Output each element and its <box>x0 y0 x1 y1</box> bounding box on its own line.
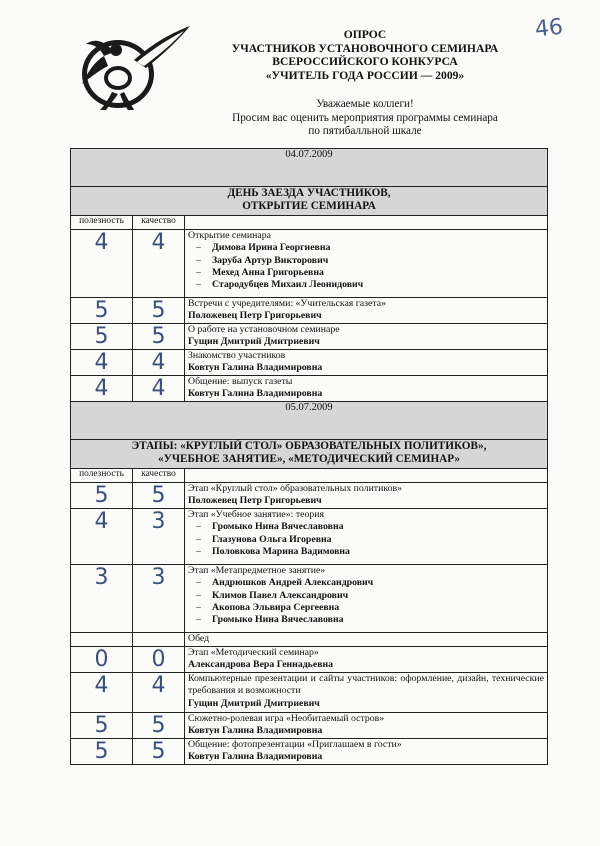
header-line-2: УЧАСТНИКОВ УСТАНОВОЧНОГО СЕМИНАРА <box>231 41 499 55</box>
table-row <box>71 713 548 739</box>
activity-title: Общение: фотопрезентации «Приглашаем в гости» <box>188 739 402 750</box>
activity-cell <box>185 230 548 298</box>
day1-title-row <box>71 187 548 216</box>
activity-cell <box>185 483 548 509</box>
table-row <box>71 509 548 565</box>
table-row <box>71 739 548 765</box>
activity-cell <box>185 298 548 324</box>
day2-title-line-2: «УЧЕБНОЕ ЗАНЯТИЕ», «МЕТОДИЧЕСКИЙ СЕМИНАР» <box>158 452 460 465</box>
table-row <box>71 230 548 298</box>
presenter-list <box>188 521 544 558</box>
usefulness-score[interactable]: 4 <box>71 230 133 298</box>
quality-score[interactable]: 3 <box>133 565 185 633</box>
intro-text <box>200 98 530 139</box>
activity-title: Сюжетно-ролевая игра «Необитаемый остров» <box>188 713 385 724</box>
activity-cell <box>185 324 548 350</box>
header-line-1: ОПРОС <box>343 28 387 41</box>
quality-score[interactable]: 5 <box>133 298 185 324</box>
quality-score[interactable]: 3 <box>133 509 185 565</box>
quality-score[interactable]: 5 <box>133 324 185 350</box>
activity-title: Этап «Учебное занятие»: теория <box>188 509 325 520</box>
usefulness-score[interactable]: 0 <box>71 647 133 673</box>
usefulness-score[interactable]: 5 <box>71 298 133 324</box>
activity-title: Знакомство участников <box>188 350 286 361</box>
presenter: Положевец Петр Григорьевич <box>188 310 322 322</box>
day2-column-header <box>71 469 548 483</box>
day1-title-line-2: ОТКРЫТИЕ СЕМИНАРА <box>242 199 376 212</box>
quality-score[interactable]: 5 <box>133 739 185 765</box>
usefulness-score[interactable]: 4 <box>71 509 133 565</box>
intro-line-2: по пятибалльной шкале <box>308 125 422 138</box>
usefulness-score[interactable]: 5 <box>71 483 133 509</box>
day1-title <box>71 187 548 216</box>
day1-column-header <box>71 216 548 230</box>
table-row <box>71 324 548 350</box>
activity-title: Общение: выпуск газеты <box>188 376 293 387</box>
header-line-4: «УЧИТЕЛЬ ГОДА РОССИИ — 2009» <box>265 68 465 82</box>
col-usefulness: полезность <box>71 216 133 230</box>
usefulness-score[interactable]: 5 <box>71 739 133 765</box>
presenter-list <box>188 577 544 626</box>
intro-line-1: Просим вас оценить мероприятия программы семинара <box>232 111 498 124</box>
quality-score[interactable]: 4 <box>133 376 185 402</box>
activity-cell <box>185 673 548 713</box>
presenter: – Климов Павел Александрович <box>196 590 544 602</box>
table-row <box>71 376 548 402</box>
presenter: Ковтун Галина Владимировна <box>188 388 323 400</box>
presenter: – Андрюшков Андрей Александрович <box>196 577 544 589</box>
usefulness-score[interactable]: 4 <box>71 350 133 376</box>
greeting: Уважаемые коллеги! <box>316 98 414 110</box>
day2-title-line-1: ЭТАПЫ: «КРУГЛЫЙ СТОЛ» ОБРАЗОВАТЕЛЬНЫХ ПОЛИТИКОВ», <box>131 440 487 452</box>
table-row <box>71 673 548 713</box>
activity-title: Компьютерные презентации и сайты участников: оформление, дизайн, технические требования и возможности <box>188 673 544 697</box>
activity-title: Обед <box>188 633 210 644</box>
presenter-list <box>188 242 544 291</box>
table-row <box>71 350 548 376</box>
presenter: Гущин Дмитрий Дмитриевич <box>188 336 320 348</box>
col-activity <box>185 469 548 483</box>
presenter: Ковтун Галина Владимировна <box>188 725 323 737</box>
activity-cell <box>185 565 548 633</box>
presenter: – Мехед Анна Григорьевна <box>196 267 544 279</box>
activity-cell <box>185 713 548 739</box>
day2-date: 05.07.2009 <box>71 402 548 440</box>
table-row <box>71 647 548 673</box>
table-row <box>71 298 548 324</box>
quality-score[interactable]: 4 <box>133 673 185 713</box>
activity-title: Этап «Методический семинар» <box>188 647 319 658</box>
day2-title <box>71 440 548 469</box>
quality-score[interactable]: 0 <box>133 647 185 673</box>
quality-score[interactable]: 5 <box>133 713 185 739</box>
presenter: – Акопова Эльвира Сергеевна <box>196 602 544 614</box>
day1-title-line-1: ДЕНЬ ЗАЕЗДА УЧАСТНИКОВ, <box>227 187 391 199</box>
day1-date-row <box>71 149 548 187</box>
usefulness-score[interactable]: 4 <box>71 376 133 402</box>
activity-cell <box>185 509 548 565</box>
quality-score[interactable]: 5 <box>133 483 185 509</box>
activity-title: Этап «Круглый стол» образовательных политиков» <box>188 483 403 494</box>
quality-score[interactable] <box>133 633 185 647</box>
activity-title: Встречи с учредителями: «Учительская газета» <box>188 298 386 309</box>
activity-title: Этап «Метапредметное занятие» <box>188 565 326 576</box>
usefulness-score[interactable] <box>71 633 133 647</box>
col-usefulness: полезность <box>71 469 133 483</box>
survey-table <box>70 148 548 765</box>
usefulness-score[interactable]: 4 <box>71 673 133 713</box>
presenter: Гущин Дмитрий Дмитриевич <box>188 697 320 709</box>
usefulness-score[interactable]: 5 <box>71 324 133 350</box>
activity-cell <box>185 739 548 765</box>
table-row <box>71 565 548 633</box>
table-row <box>71 633 548 647</box>
presenter: – Громыко Нина Вячеславовна <box>196 614 544 626</box>
quality-score[interactable]: 4 <box>133 350 185 376</box>
presenter: – Димова Ирина Георгиевна <box>196 242 544 254</box>
day2-title-row <box>71 440 548 469</box>
day1-date: 04.07.2009 <box>71 149 548 187</box>
presenter: – Заруба Артур Викторович <box>196 255 544 267</box>
presenter: – Половкова Марина Вадимовна <box>196 546 544 558</box>
page-number: 46 <box>533 14 565 43</box>
activity-title: Открытие семинара <box>188 230 272 241</box>
presenter: Ковтун Галина Владимировна <box>188 751 323 763</box>
col-activity <box>185 216 548 230</box>
quality-score[interactable]: 4 <box>133 230 185 298</box>
activity-title: О работе на установочном семинаре <box>188 324 340 335</box>
table-row <box>71 483 548 509</box>
pelican-logo <box>74 22 192 114</box>
header-line-3: ВСЕРОССИЙСКОГО КОНКУРСА <box>272 55 458 69</box>
survey-header <box>200 28 530 82</box>
activity-cell <box>185 376 548 402</box>
day2-date-row <box>71 402 548 440</box>
presenter: – Стародубцев Михаил Леонидович <box>196 279 544 291</box>
col-quality: качество <box>133 469 185 483</box>
presenter: Положевец Петр Григорьевич <box>188 495 322 507</box>
activity-cell <box>185 350 548 376</box>
usefulness-score[interactable]: 3 <box>71 565 133 633</box>
presenter: Александрова Вера Геннадьевна <box>188 659 334 671</box>
col-quality: качество <box>133 216 185 230</box>
presenter: Ковтун Галина Владимировна <box>188 362 323 374</box>
activity-cell <box>185 633 548 647</box>
presenter: – Глазунова Ольга Игоревна <box>196 534 544 546</box>
presenter: – Громыко Нина Вячеславовна <box>196 521 544 533</box>
activity-cell <box>185 647 548 673</box>
usefulness-score[interactable]: 5 <box>71 713 133 739</box>
